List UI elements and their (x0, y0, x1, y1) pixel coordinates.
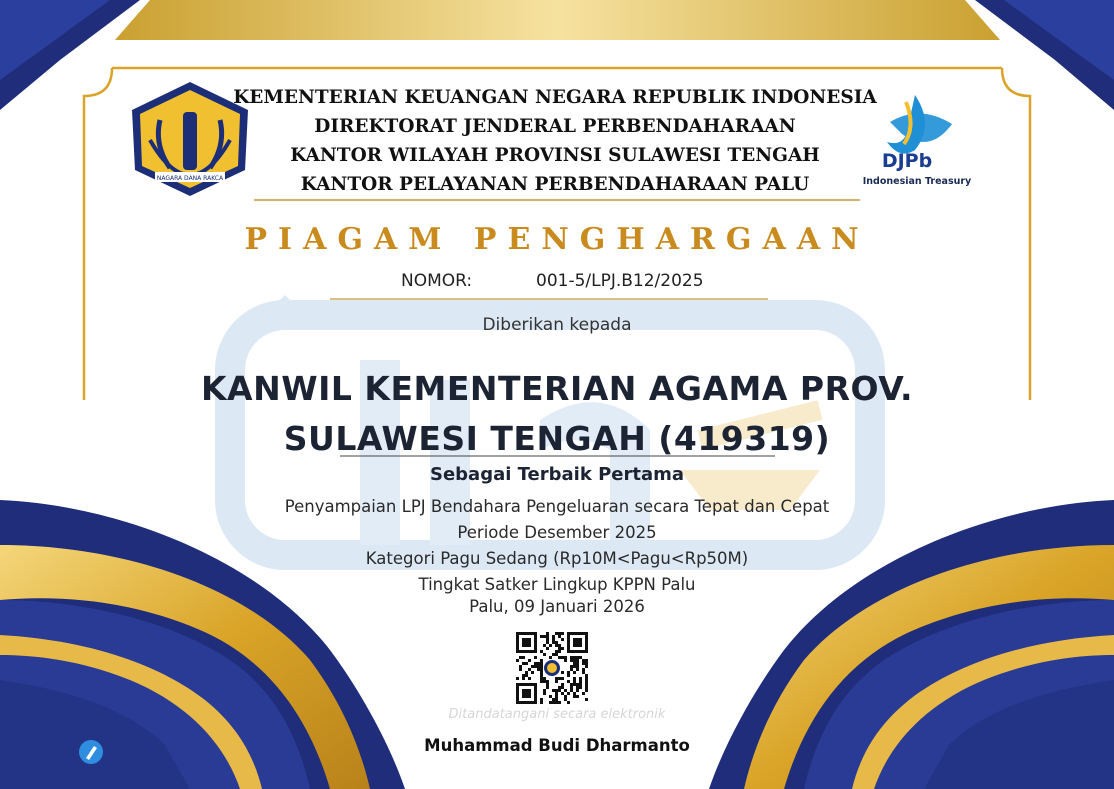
top-gold-band (115, 0, 1000, 40)
svg-text:NAGARA DANA RAKCA: NAGARA DANA RAKCA (156, 175, 224, 182)
award-description: Penyampaian LPJ Bendahara Pengeluaran secara Tepat dan Cepat (284, 497, 830, 516)
header-regional-office: KANTOR WILAYAH PROVINSI SULAWESI TENGAH (290, 145, 820, 166)
djpb-logo-icon (887, 95, 952, 154)
award-period: Periode Desember 2025 (457, 523, 657, 542)
recipient-name (0, 364, 1114, 464)
given-to-label: Diberikan kepada (482, 315, 632, 335)
header-ministry: KEMENTERIAN KEUANGAN NEGARA REPUBLIK INDONESIA (233, 87, 877, 108)
qr-code-icon (514, 630, 590, 706)
djpb-logo-tagline: Indonesian Treasury (862, 176, 972, 187)
djpb-logo-name: DJPb (881, 150, 933, 172)
recipient-line-1: KANWIL KEMENTERIAN AGAMA PROV. (200, 369, 914, 408)
top-right-corner-light (1004, 0, 1114, 80)
signer-name: Muhammad Budi Dharmanto (424, 736, 690, 755)
award-category: Kategori Pagu Sedang (Rp10M<Pagu<Rp50M) (365, 549, 749, 568)
signature-note: Ditandatangani secara elektronik (448, 707, 666, 722)
header-service-office: KANTOR PELAYANAN PERBENDAHARAAN PALU (300, 174, 810, 195)
header-directorate: DIREKTORAT JENDERAL PERBENDAHARAAN (314, 116, 796, 137)
recipient-line-2: SULAWESI TENGAH (419319) (283, 419, 831, 458)
award-title: Sebagai Terbaik Pertama (429, 464, 684, 485)
top-left-corner-light (0, 0, 110, 80)
certificate-title: PIAGAM PENGHARGAAN (244, 222, 870, 257)
number-label: NOMOR: (401, 271, 473, 291)
number-value: 001-5/LPJ.B12/2025 (536, 271, 704, 291)
award-place-date: Palu, 09 Januari 2026 (469, 597, 645, 616)
award-level: Tingkat Satker Lingkup KPPN Palu (418, 575, 696, 594)
